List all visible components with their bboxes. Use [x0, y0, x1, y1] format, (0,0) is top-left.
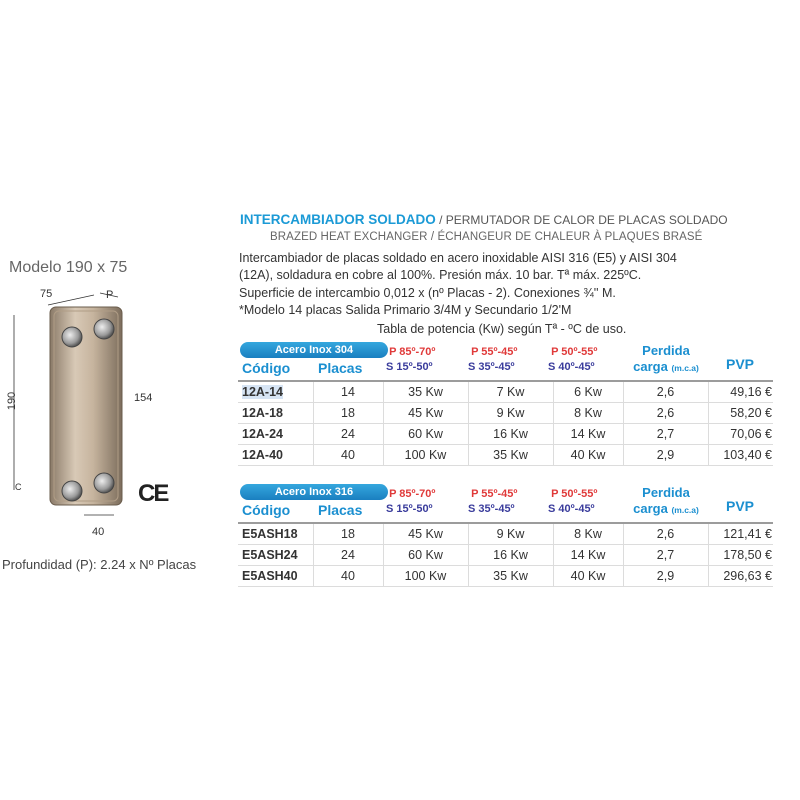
cell-divider — [313, 545, 314, 565]
cell-divider — [623, 382, 624, 402]
dim-height-total: 190 — [6, 391, 19, 411]
table-row — [238, 424, 773, 445]
cell-divider — [313, 445, 314, 465]
subtitle-translation: BRAZED HEAT EXCHANGER / ÉCHANGEUR DE CHALEUR À PLAQUES BRASÉ — [270, 231, 703, 243]
dim-width-bottom: 40 — [92, 526, 105, 538]
cell-divider — [468, 382, 469, 402]
col-pressure-loss: Perdida carga (m.c.a) — [633, 485, 699, 516]
col-plates: Placas — [318, 502, 363, 518]
plates-cell: 40 — [341, 448, 355, 462]
power-cond1-cell: 100 Kw — [404, 569, 447, 583]
cell-divider — [553, 403, 554, 423]
plates-cell: 24 — [341, 427, 355, 441]
table-header — [238, 340, 773, 382]
page-title — [240, 212, 728, 227]
description-line: *Modelo 14 placas Salida Primario 3/4M y Secundario 1/2'M — [239, 303, 572, 317]
product-code: E5ASH18 — [242, 527, 298, 541]
cell-divider — [383, 566, 384, 586]
depth-note: Profundidad (P): 2.24 x Nº Placas — [2, 557, 197, 572]
table-aisi-304 — [238, 340, 773, 466]
col-cond2: P 55º-45º S 35º-45º — [468, 346, 518, 373]
price-cell: 178,50 € — [723, 548, 772, 562]
price-cell: 58,20 € — [730, 406, 772, 420]
power-cond3-cell: 8 Kw — [574, 527, 602, 541]
cell-divider — [553, 545, 554, 565]
plates-cell: 18 — [341, 527, 355, 541]
pressure-loss-cell: 2,7 — [656, 427, 675, 441]
price-cell: 49,16 € — [730, 385, 772, 399]
cell-divider — [468, 566, 469, 586]
cell-divider — [553, 424, 554, 444]
product-code: E5ASH24 — [242, 548, 298, 562]
power-cond2-cell: 35 Kw — [493, 569, 528, 583]
power-cond3-cell: 14 Kw — [570, 427, 606, 441]
power-cond3-cell: 8 Kw — [574, 406, 602, 420]
table-caption: Tabla de potencia (Kw) según Tª - ºC de uso. — [377, 322, 627, 336]
cell-divider — [313, 424, 314, 444]
col-cond3: P 50º-55º S 40º-45º — [548, 488, 598, 515]
table-header — [238, 482, 773, 524]
power-cond3-cell: 40 Kw — [570, 448, 606, 462]
cell-divider — [708, 545, 709, 565]
col-code: Código — [242, 360, 291, 376]
product-code: 12A-24 — [242, 427, 283, 441]
power-cond2-cell: 7 Kw — [496, 385, 525, 399]
table-row — [238, 566, 773, 587]
cell-divider — [383, 403, 384, 423]
power-cond2-cell: 16 Kw — [493, 548, 528, 562]
cell-divider — [623, 545, 624, 565]
cell-divider — [553, 566, 554, 586]
power-cond1-cell: 35 Kw — [408, 385, 443, 399]
table-row — [238, 524, 773, 545]
cell-divider — [623, 424, 624, 444]
col-plates: Placas — [318, 360, 363, 376]
cell-divider — [468, 524, 469, 544]
table-row — [238, 382, 773, 403]
cell-divider — [313, 382, 314, 402]
title-main: INTERCAMBIADOR SOLDADO — [240, 212, 436, 227]
dim-c: C — [15, 482, 22, 492]
power-cond1-cell: 45 Kw — [408, 527, 443, 541]
pressure-loss-cell: 2,9 — [656, 569, 675, 583]
ce-mark-icon: CE — [138, 480, 168, 507]
cell-divider — [623, 403, 624, 423]
pressure-loss-cell: 2,6 — [656, 385, 675, 399]
col-price: PVP — [726, 356, 755, 372]
power-cond2-cell: 35 Kw — [493, 448, 528, 462]
cell-divider — [708, 382, 709, 402]
cell-divider — [708, 566, 709, 586]
cell-divider — [468, 545, 469, 565]
cell-divider — [468, 445, 469, 465]
price-cell: 70,06 € — [730, 427, 772, 441]
plates-cell: 40 — [341, 569, 355, 583]
cell-divider — [383, 382, 384, 402]
pressure-loss-cell: 2,9 — [656, 448, 675, 462]
price-cell: 296,63 € — [723, 569, 772, 583]
cell-divider — [383, 524, 384, 544]
title-sub: / PERMUTADOR DE CALOR DE PLACAS SOLDADO — [435, 213, 728, 227]
table-row — [238, 545, 773, 566]
price-cell: 121,41 € — [723, 527, 772, 541]
table-row — [238, 445, 773, 466]
power-cond3-cell: 14 Kw — [570, 548, 606, 562]
pressure-loss-cell: 2,6 — [656, 406, 675, 420]
cell-divider — [708, 445, 709, 465]
power-cond1-cell: 100 Kw — [404, 448, 447, 462]
cell-divider — [383, 545, 384, 565]
product-code: 12A-18 — [242, 406, 283, 420]
power-cond1-cell: 60 Kw — [408, 427, 443, 441]
cell-divider — [553, 524, 554, 544]
table-row — [238, 403, 773, 424]
col-cond1: P 85º-70º S 15º-50º — [386, 346, 436, 373]
dim-p: P — [106, 289, 114, 301]
power-cond3-cell: 40 Kw — [570, 569, 606, 583]
plates-cell: 24 — [341, 548, 355, 562]
table-aisi-316 — [238, 482, 773, 587]
col-cond1: P 85º-70º S 15º-50º — [386, 488, 436, 515]
power-cond2-cell: 9 Kw — [496, 527, 525, 541]
material-badge: Acero Inox 304 — [240, 342, 388, 358]
cell-divider — [553, 382, 554, 402]
plates-cell: 14 — [341, 385, 355, 399]
cell-divider — [623, 566, 624, 586]
dim-height-ports: 154 — [134, 392, 153, 404]
dim-width-top: 75 — [40, 288, 53, 300]
model-title: Modelo 190 x 75 — [9, 259, 128, 276]
cell-divider — [313, 524, 314, 544]
cell-divider — [468, 403, 469, 423]
col-price: PVP — [726, 498, 755, 514]
cell-divider — [468, 424, 469, 444]
product-code: E5ASH40 — [242, 569, 298, 583]
cell-divider — [623, 445, 624, 465]
power-cond1-cell: 60 Kw — [408, 548, 443, 562]
cell-divider — [553, 445, 554, 465]
cell-divider — [708, 524, 709, 544]
pressure-loss-cell: 2,6 — [656, 527, 675, 541]
col-cond2: P 55º-45º S 35º-45º — [468, 488, 518, 515]
description-line: Superficie de intercambio 0,012 x (nº Placas - 2). Conexiones ¾'' M. — [239, 286, 616, 300]
material-badge: Acero Inox 316 — [240, 484, 388, 500]
cell-divider — [383, 424, 384, 444]
cell-divider — [383, 445, 384, 465]
power-cond2-cell: 16 Kw — [493, 427, 528, 441]
price-cell: 103,40 € — [723, 448, 772, 462]
power-cond1-cell: 45 Kw — [408, 406, 443, 420]
col-cond3: P 50º-55º S 40º-45º — [548, 346, 598, 373]
plates-cell: 18 — [341, 406, 355, 420]
power-cond2-cell: 9 Kw — [496, 406, 525, 420]
power-cond3-cell: 6 Kw — [574, 385, 602, 399]
cell-divider — [623, 524, 624, 544]
product-code: 12A-40 — [242, 448, 283, 462]
cell-divider — [313, 403, 314, 423]
pressure-loss-cell: 2,7 — [656, 548, 675, 562]
col-code: Código — [242, 502, 291, 518]
cell-divider — [708, 424, 709, 444]
cell-divider — [708, 403, 709, 423]
description-line: Intercambiador de placas soldado en acero inoxidable AISI 316 (E5) y AISI 304 — [239, 251, 677, 265]
cell-divider — [313, 566, 314, 586]
product-code — [238, 385, 317, 399]
highlighted-code: 12A-14 — [242, 385, 283, 399]
col-pressure-loss: Perdida carga (m.c.a) — [633, 343, 699, 374]
description-line: (12A), soldadura en cobre al 100%. Presión máx. 10 bar. Tª máx. 225ºC. — [239, 268, 642, 282]
